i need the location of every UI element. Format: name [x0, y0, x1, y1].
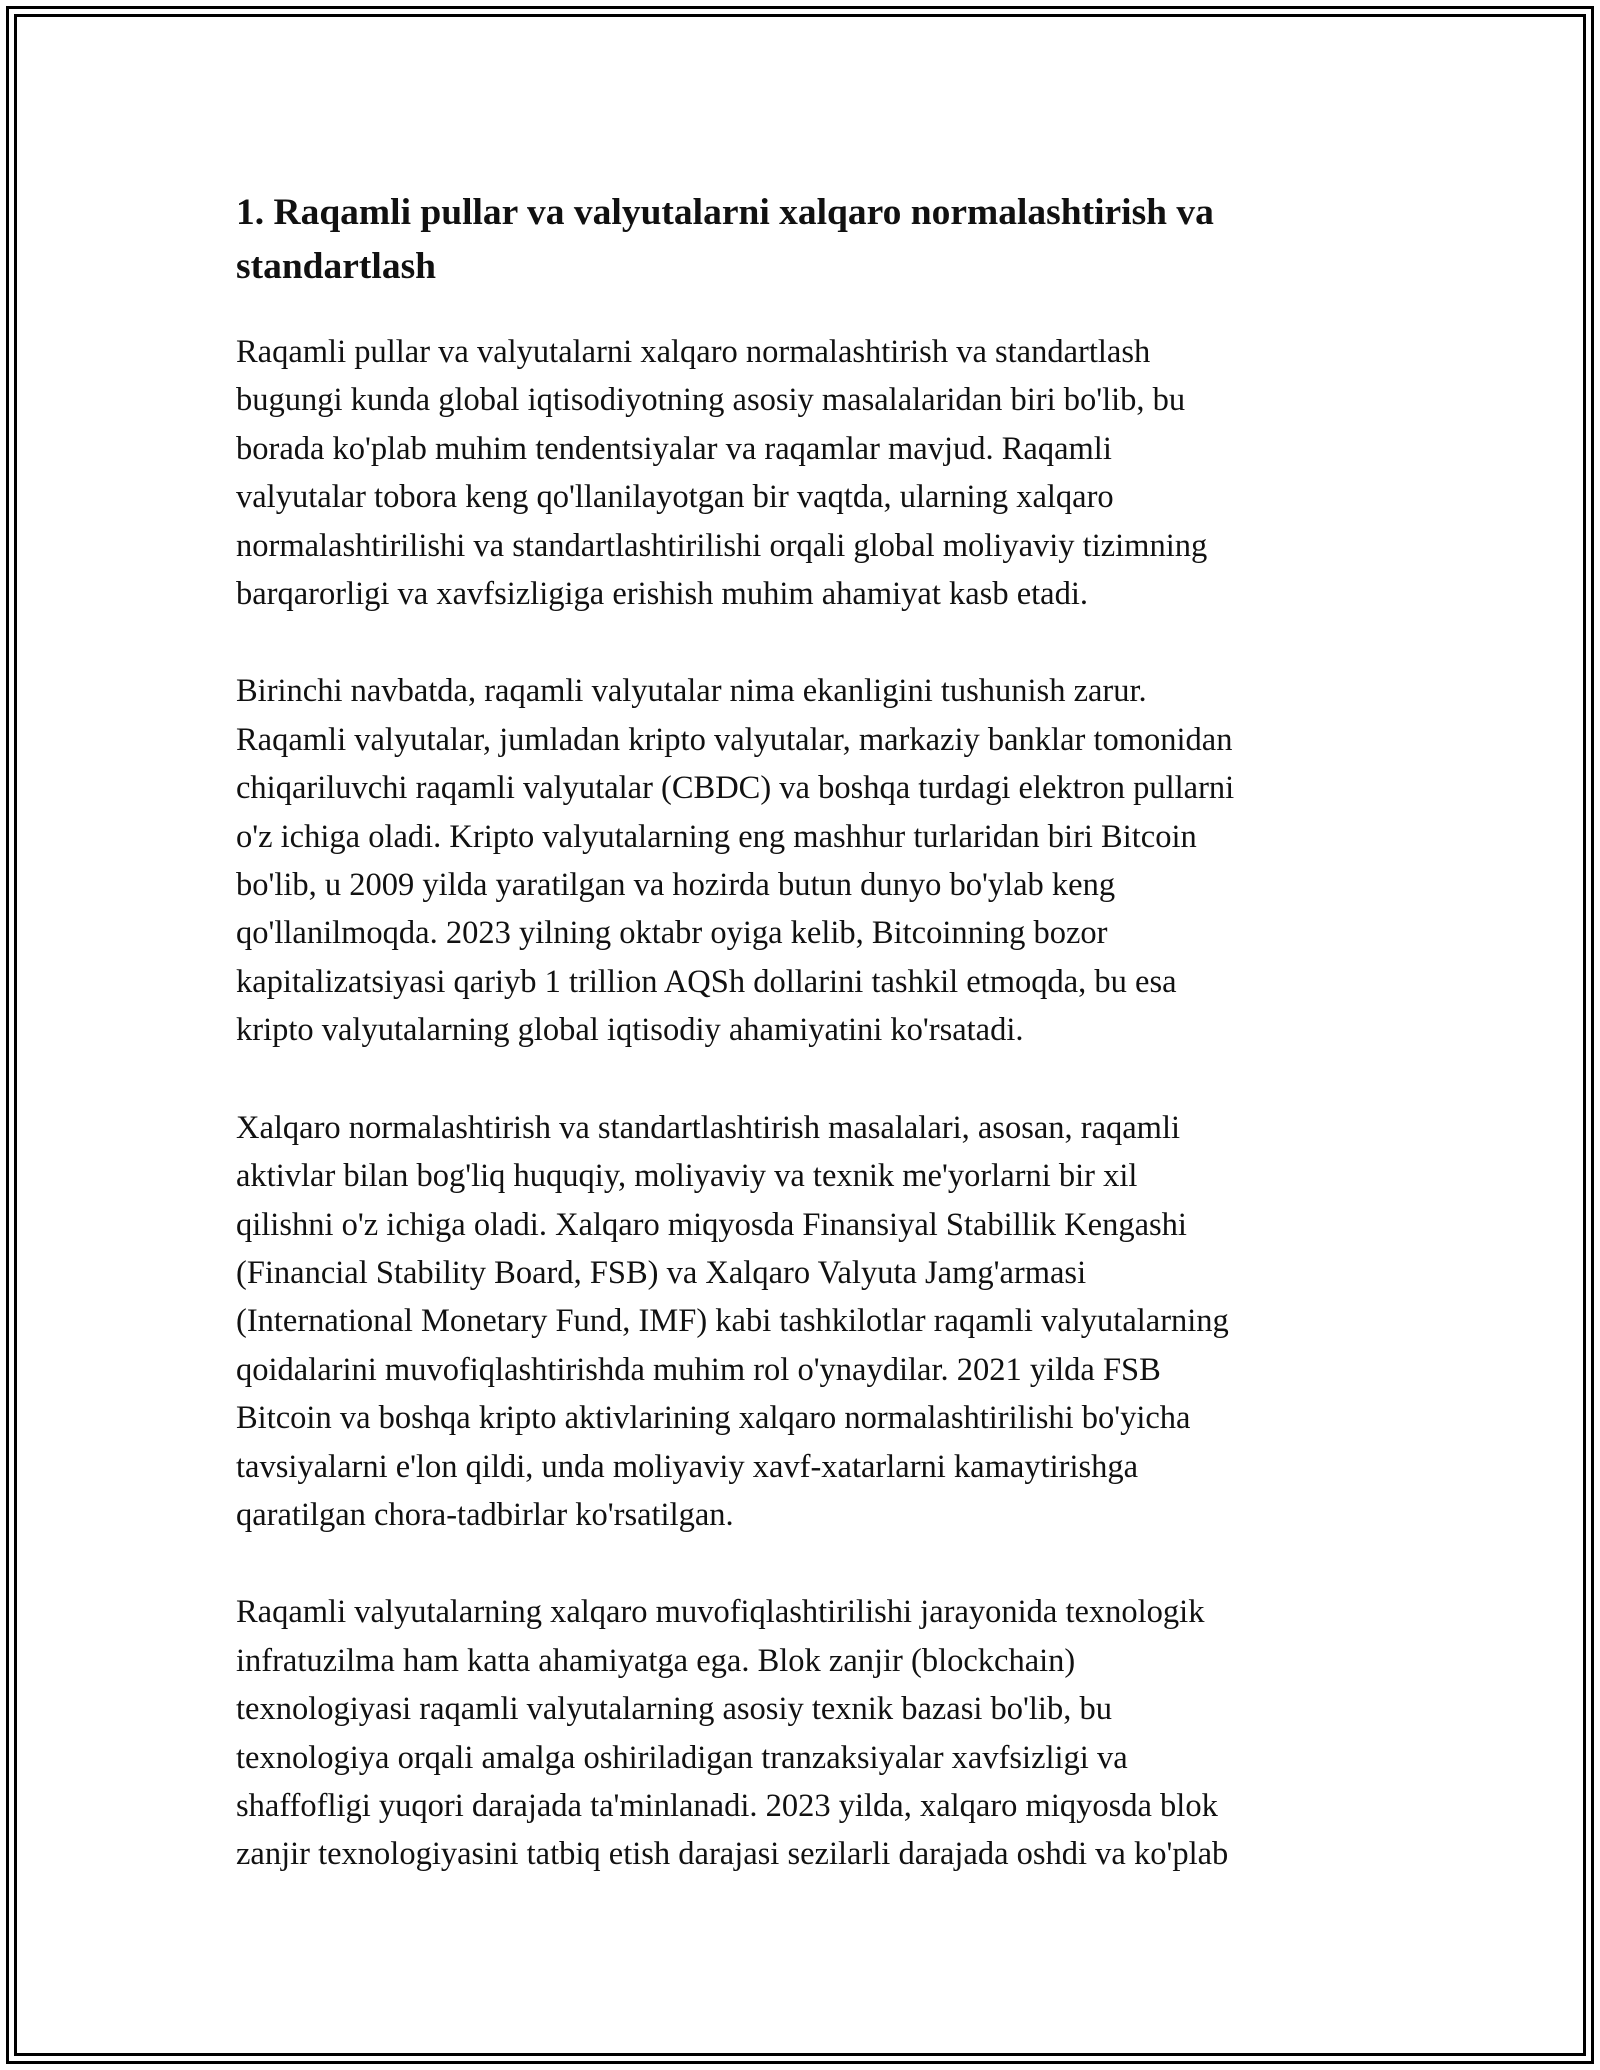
text-line: Raqamli pullar va valyutalarni xalqaro normalashtirish va standartlash [236, 334, 1151, 370]
heading-line: 1. Raqamli pullar va valyutalarni xalqaro normalashtirish va [236, 192, 1214, 233]
paragraph-3 [236, 1104, 1376, 1540]
text-line: (International Monetary Fund, IMF) kabi tashkilotlar raqamli valyutalarning [236, 1303, 1229, 1340]
text-line: (Financial Stability Board, FSB) va Xalqaro Valyuta Jamg'armasi [236, 1254, 1087, 1291]
text-line: chiqariluvchi raqamli valyutalar (CBDC) va boshqa turdagi elektron pullarni [236, 770, 1235, 807]
text-line: normalashtirilishi va standartlashtirilishi orqali global moliyaviy tizimning [236, 527, 1208, 564]
text-line: texnologiya orqali amalga oshiriladigan tranzaksiyalar xavfsizligi va [236, 1739, 1128, 1776]
section-heading [236, 186, 1376, 294]
document-body [236, 186, 1376, 1928]
text-line: Raqamli valyutalarning xalqaro muvofiqlashtirilishi jarayonida texnologik [236, 1594, 1205, 1631]
text-line: qilishni o'z ichiga oladi. Xalqaro miqyosda Finansiyal Stabillik Kengashi [236, 1206, 1187, 1243]
text-line: aktivlar bilan bog'liq huquqiy, moliyaviy va texnik me'yorlarni bir xil [236, 1158, 1138, 1195]
text-line: o'z ichiga oladi. Kripto valyutalarning eng mashhur turlaridan biri Bitcoin [236, 818, 1197, 855]
text-line: shaffofligi yuqori darajada ta'minlanadi. 2023 yilda, xalqaro miqyosda blok [236, 1787, 1218, 1824]
text-line: Raqamli valyutalar, jumladan kripto valyutalar, markaziy banklar tomonidan [236, 721, 1233, 758]
text-line: texnologiyasi raqamli valyutalarning asosiy texnik bazasi bo'lib, bu [236, 1691, 1112, 1728]
text-line: tavsiyalarni e'lon qildi, unda moliyaviy xavf-xatarlarni kamaytirishga [236, 1448, 1139, 1485]
text-line: kapitalizatsiyasi qariyb 1 trillion AQSh dollarini tashkil etmoqda, bu esa [236, 963, 1177, 1000]
text-line: bo'lib, u 2009 yilda yaratilgan va hozirda butun dunyo bo'ylab keng [236, 867, 1116, 904]
paragraph-2 [236, 667, 1376, 1054]
text-line: qo'llanilmoqda. 2023 yilning oktabr oyiga kelib, Bitcoinning bozor [236, 915, 1108, 952]
text-line: qoidalarini muvofiqlashtirishda muhim rol o'ynaydilar. 2021 yilda FSB [236, 1351, 1161, 1388]
text-line: Xalqaro normalashtirish va standartlashtirish masalalari, asosan, raqamli [236, 1109, 1181, 1146]
paragraph-4 [236, 1588, 1376, 1878]
text-line: kripto valyutalarning global iqtisodiy ahamiyatini ko'rsatadi. [236, 1012, 1024, 1049]
text-line: infratuzilma ham katta ahamiyatga ega. Blok zanjir (blockchain) [236, 1642, 1076, 1679]
text-line: borada ko'plab muhim tendentsiyalar va raqamlar mavjud. Raqamli [236, 430, 1112, 467]
text-line: Bitcoin va boshqa kripto aktivlarining xalqaro normalashtirilishi bo'yicha [236, 1400, 1191, 1437]
heading-line: standartlash [236, 246, 437, 287]
text-line: valyutalar tobora keng qo'llanilayotgan bir vaqtda, ularning xalqaro [236, 479, 1114, 516]
text-line: Birinchi navbatda, raqamli valyutalar nima ekanligini tushunish zarur. [236, 673, 1147, 710]
text-line: qaratilgan chora-tadbirlar ko'rsatilgan. [236, 1496, 734, 1533]
text-line: zanjir texnologiyasini tatbiq etish darajasi sezilarli darajada oshdi va ko'plab [236, 1836, 1229, 1873]
paragraph-1 [236, 328, 1376, 618]
text-line: bugungi kunda global iqtisodiyotning asosiy masalalaridan biri bo'lib, bu [236, 382, 1186, 419]
text-line: barqarorligi va xavfsizligiga erishish muhim ahamiyat kasb etadi. [236, 576, 1088, 613]
